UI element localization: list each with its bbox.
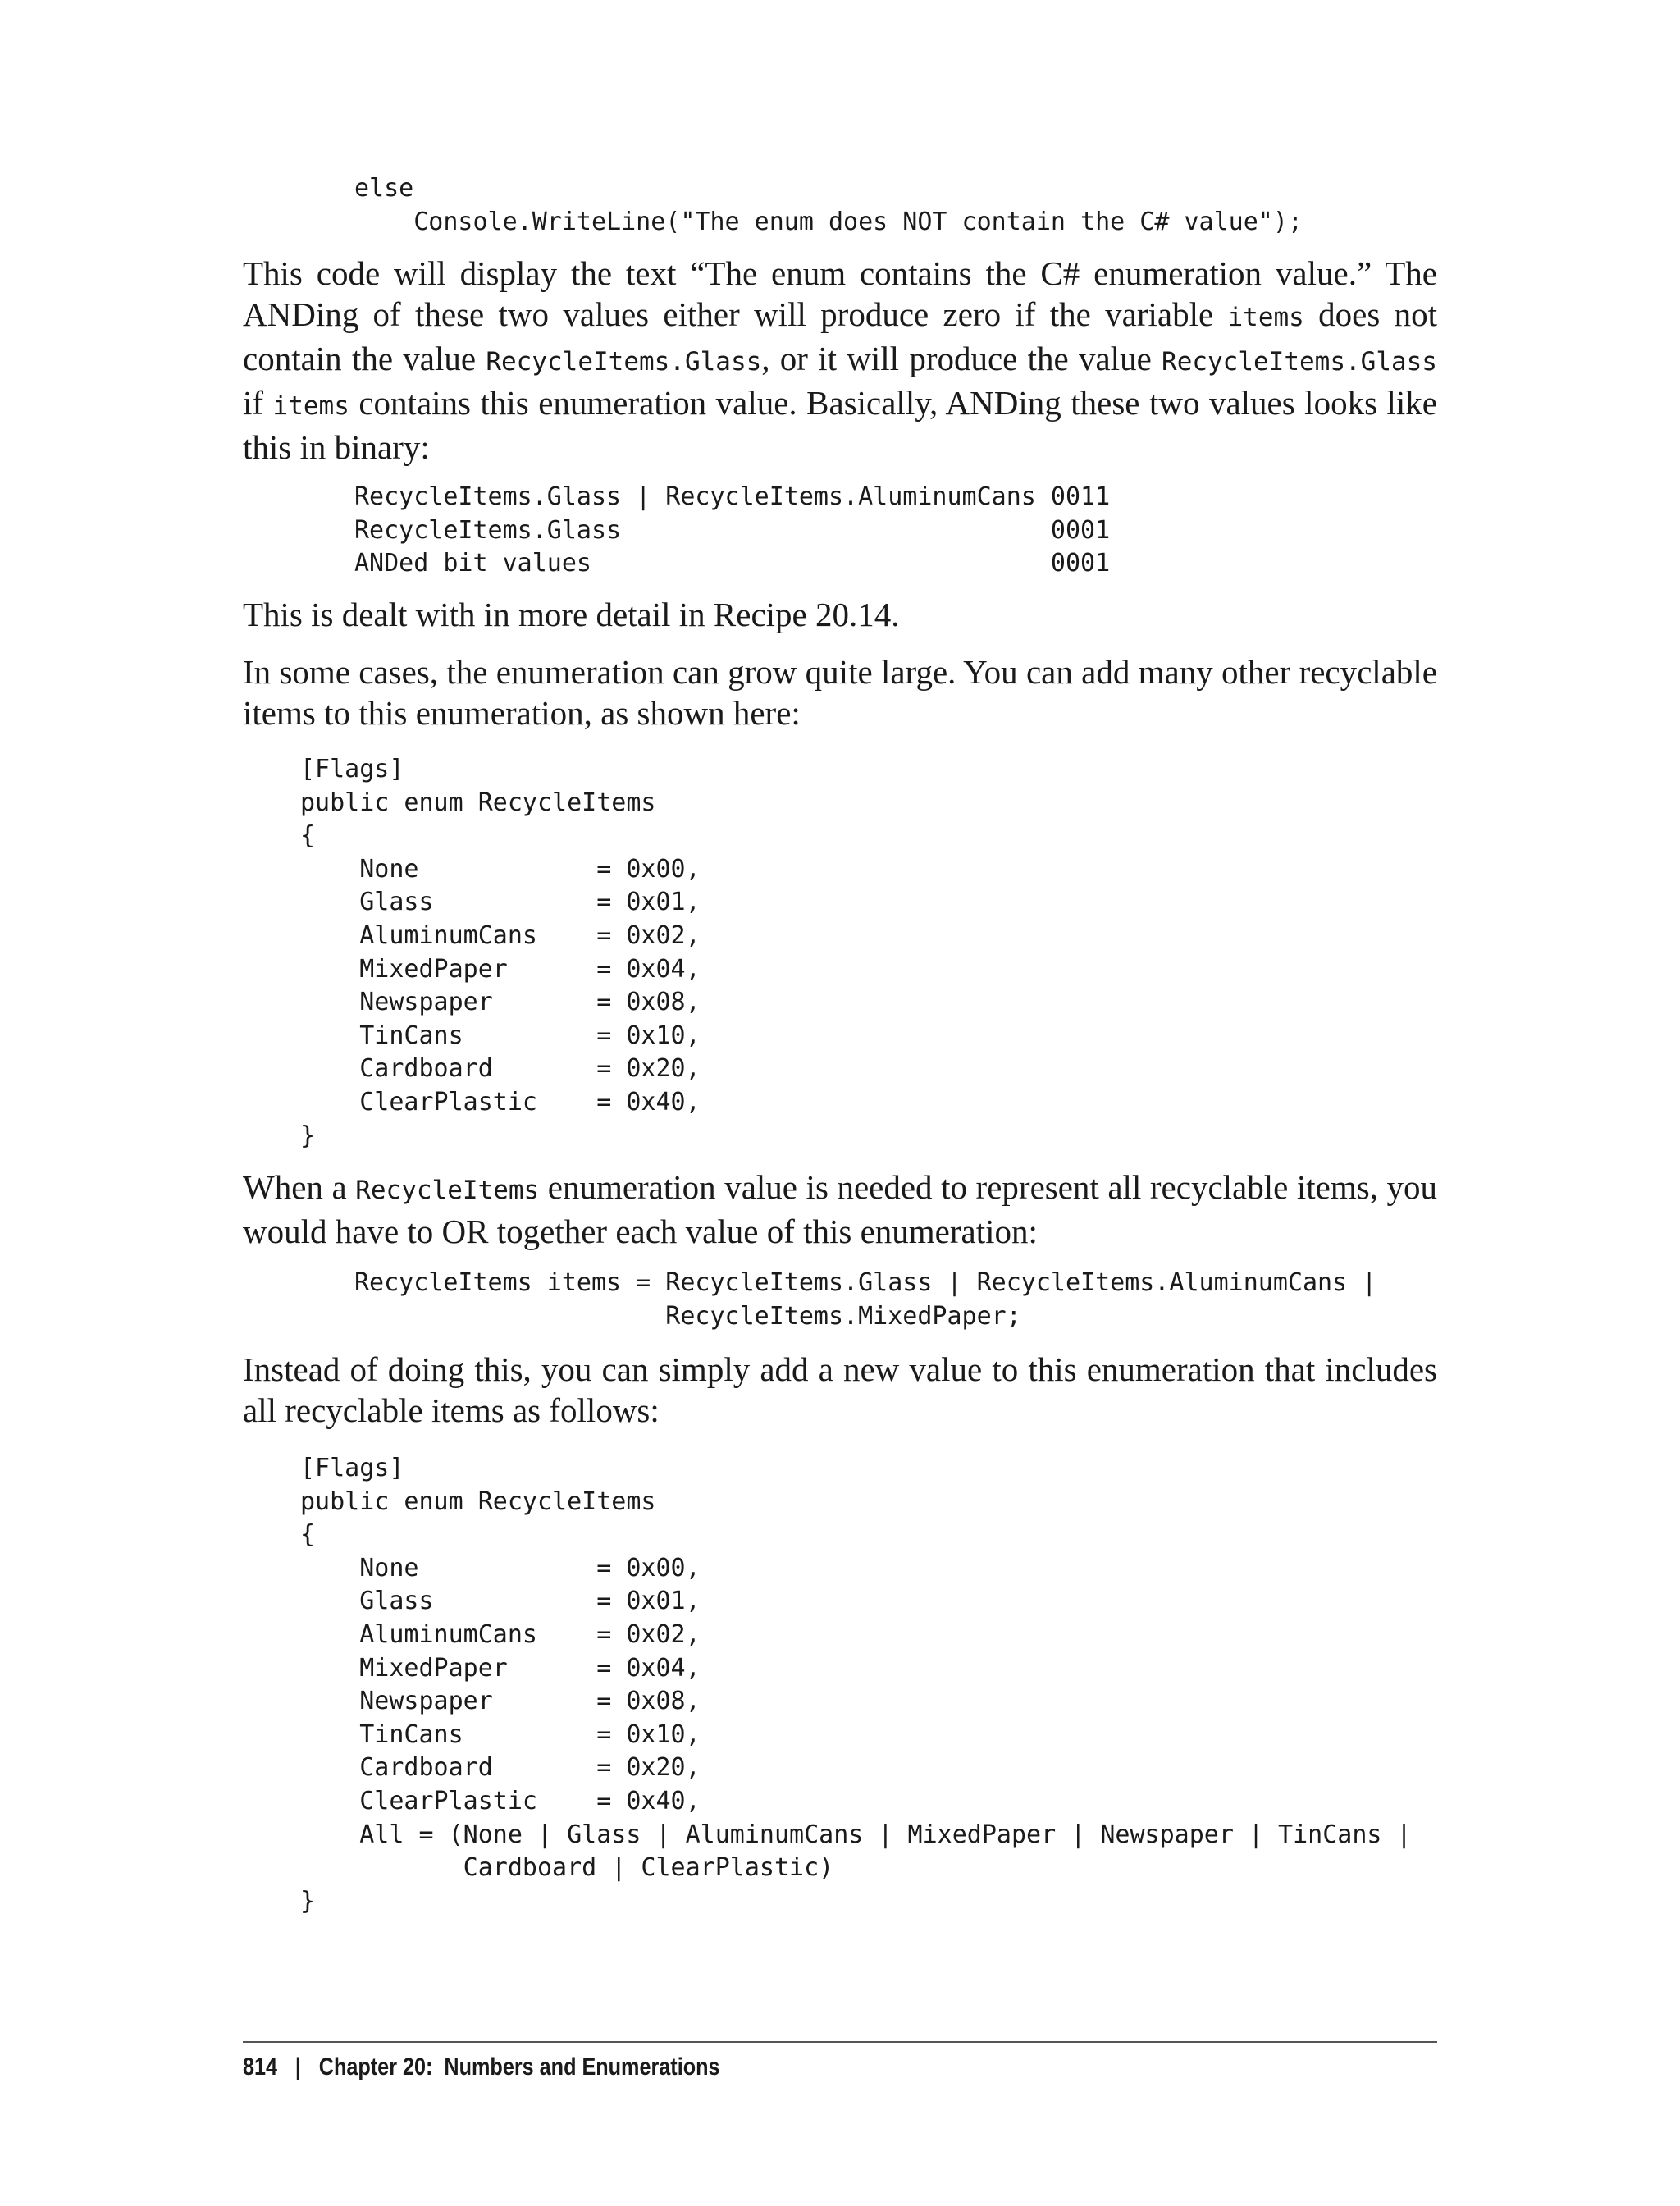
inline-code: items <box>1227 303 1304 332</box>
inline-code: items <box>272 391 349 421</box>
text: , or it will produce the value <box>761 340 1162 377</box>
text: if <box>243 384 273 422</box>
paragraph-enum-grows: In some cases, the enumeration can grow quite large. You can add many other recyclable items to this enumeration, as shown here: <box>243 653 1437 732</box>
paragraph-add-all-value: Instead of doing this, you can simply add a new value to this enumeration that includes all recyclable items as follows: <box>243 1350 1437 1429</box>
code-block-binary: RecycleItems.Glass | RecycleItems.AluminumCans 0011 RecycleItems.Glass 0001 ANDed bit values 0001 <box>354 482 1111 578</box>
paragraph-and-explanation <box>243 253 1437 468</box>
code-block-else: else Console.WriteLine("The enum does NOT contain the C# value"); <box>354 174 1303 236</box>
text: This code will display the text “The enum contains the C# enumeration value.” The ANDing of these two values either will produce zero if the variable <box>243 254 1437 333</box>
text: enumeration value is needed to represent all recyclable items, you would have to OR together each value of this enumeration: <box>243 1168 1438 1250</box>
page-number: 814 <box>243 2053 278 2080</box>
inline-code: RecycleItems <box>355 1176 540 1205</box>
text: When a <box>243 1168 356 1206</box>
text: does not contain the value <box>243 295 1437 377</box>
inline-code: RecycleItems.Glass <box>1162 347 1437 377</box>
code-block-enum-flags: [Flags] public enum RecycleItems { None = 0x00, Glass = 0x01, AluminumCans = 0x02, MixedPaper = 0x04, Newspaper = 0x08, TinCans = 0x10, Cardboard = 0x20, ClearPlastic = 0x40, } <box>300 755 701 1150</box>
inline-code: RecycleItems.Glass <box>486 347 762 377</box>
text: contains this enumeration value. Basically, ANDing these two values looks like this in binary: <box>243 384 1437 466</box>
paragraph-or-together <box>243 1167 1437 1252</box>
page-footer <box>243 2051 720 2084</box>
chapter-title: Chapter 20: Numbers and Enumerations <box>318 2053 720 2080</box>
footer-rule <box>243 2041 1437 2043</box>
footer-separator: | <box>294 2053 301 2080</box>
code-block-or-expression: RecycleItems items = RecycleItems.Glass | RecycleItems.AluminumCans | RecycleItems.MixedPaper; <box>354 1268 1377 1331</box>
paragraph-recipe-reference: This is dealt with in more detail in Recipe 20.14. <box>243 596 900 633</box>
code-block-enum-with-all: [Flags] public enum RecycleItems { None = 0x00, Glass = 0x01, AluminumCans = 0x02, MixedPaper = 0x04, Newspaper = 0x08, TinCans = 0x10, Cardboard = 0x20, ClearPlastic = 0x40, All = (None | Glass | AluminumCans | MixedPaper | Newspaper | TinCans | Cardboard | ClearPlastic) } <box>300 1454 1412 1916</box>
